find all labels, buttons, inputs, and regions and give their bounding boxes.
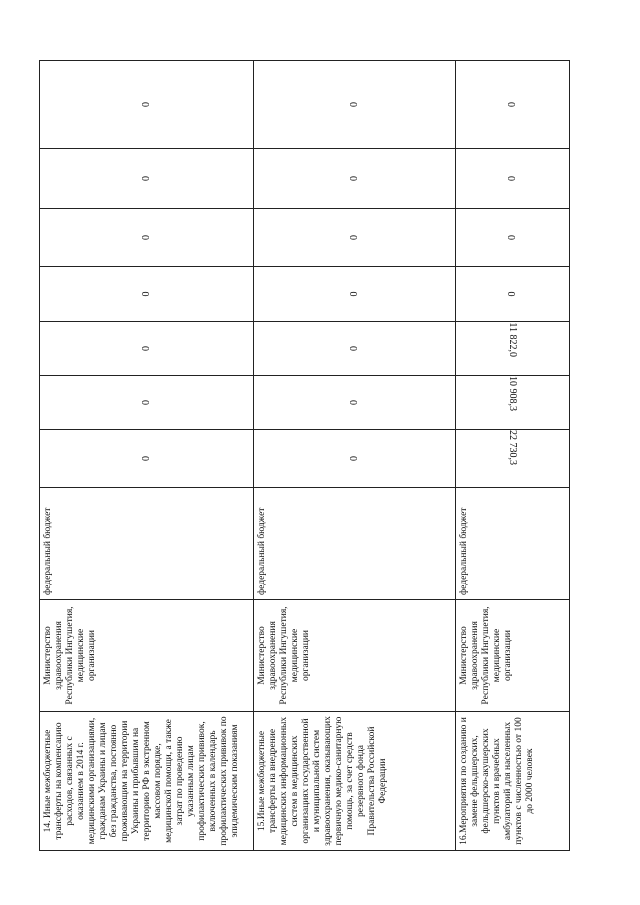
activity-description: 15.Иные межбюджетные трансферты на внедрение медицинских информационных систем в медицинских организациях государственной и муниципальной систем здравоохранения, оказывающих первичную медико-санитарную помощь, за счет средств резервного фонда Правительства Российской Федерации <box>254 712 456 851</box>
rotated-table-container <box>39 61 569 851</box>
table-row <box>456 61 570 851</box>
value-cell: 0 <box>40 267 254 322</box>
program-activities-table <box>39 60 570 851</box>
executor-cell: Министерство здравоохранения Республики Ингушетия, медицинские организации <box>40 600 254 712</box>
executor-cell: Министерство здравоохранения Республики Ингушетия, медицинские организации <box>254 600 456 712</box>
funding-source-cell: федеральный бюджет <box>456 488 570 600</box>
activity-description: 14. Иные межбюджетные трансферты на компенсацию расходов, связанных с оказанием в 2014 г. медицинскими организациями, гражданам Украины и лицам без гражданства, постоянно проживающим на территории Украины и прибывшим на территорию РФ в экстренном массовом порядке, медицинской помощи, а также затрат по проведению указанным лицам профилактических прививок, включенных в календарь профилактических прививок по эпидемическим показаниям <box>40 712 254 851</box>
value-text: 22 730,3 <box>507 430 518 465</box>
funding-source-cell: федеральный бюджет <box>254 488 456 600</box>
value-cell: 0 <box>40 149 254 209</box>
value-cell: 0 <box>40 376 254 430</box>
value-cell <box>456 376 570 430</box>
value-cell <box>456 322 570 376</box>
value-text: 10 908,3 <box>507 376 518 411</box>
executor-cell: Министерство здравоохранения Республики Ингушетия, медицинские организации <box>456 600 570 712</box>
value-cell: 0 <box>40 322 254 376</box>
value-cell: 0 <box>40 61 254 149</box>
value-cell: 0 <box>254 149 456 209</box>
value-cell: 0 <box>40 209 254 267</box>
value-cell: 0 <box>254 430 456 488</box>
value-cell: 0 <box>254 267 456 322</box>
value-cell: 0 <box>254 376 456 430</box>
activity-description: 16.Мероприятия по созданию и замене фельдшерских, фельдшерско-акушерских пунктов и врачебных амбулаторий для населенных пунктов с численностью от 100 до 2000 человек <box>456 712 570 851</box>
table-row <box>40 61 254 851</box>
value-cell: 0 <box>456 209 570 267</box>
value-cell: 0 <box>254 322 456 376</box>
value-cell: 0 <box>254 209 456 267</box>
value-cell: 0 <box>40 430 254 488</box>
table-row <box>254 61 456 851</box>
value-cell: 0 <box>456 61 570 149</box>
funding-source-cell: федеральный бюджет <box>40 488 254 600</box>
value-cell <box>456 430 570 488</box>
value-text: 11 822,0 <box>507 322 518 357</box>
value-cell: 0 <box>254 61 456 149</box>
value-cell: 0 <box>456 149 570 209</box>
value-cell: 0 <box>456 267 570 322</box>
